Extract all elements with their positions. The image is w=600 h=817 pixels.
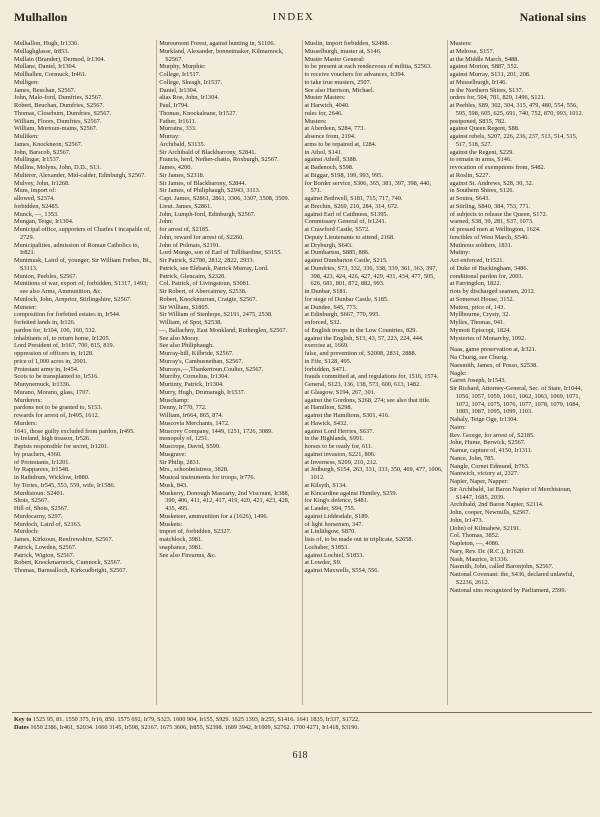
index-entry: Munck, —, 1353. <box>14 210 59 218</box>
index-entry: at Biggar, S198, 199, 993, 995. <box>304 171 383 179</box>
index-entry: John, Hume, Berwick, S2567. <box>449 439 526 447</box>
index-entry: at Linlithgow, S870. <box>304 528 356 536</box>
key-to-dates <box>14 716 590 732</box>
index-entry: by Rapparees, Ir1548. <box>14 466 70 474</box>
index-entry: in Dunbar, S181. <box>304 288 348 295</box>
index-entry: William, Mortoun-mains, S2567. <box>14 125 98 133</box>
index-entry: See also Firearms, &c. <box>159 551 217 559</box>
index-entry: Mulligen: <box>14 78 39 86</box>
index-entry: See also Philiphaugh. <box>159 342 214 350</box>
index-entry: of pressed men at Wellington, 1624. <box>449 226 541 233</box>
index-entry: Munloch, John, Arnprior, Stirlingshire, S2567. <box>14 295 132 303</box>
index-entry: at Musselburgh, Ir146. <box>449 78 507 86</box>
index-entry: Father, Ir1611. <box>159 117 197 125</box>
index-entry: by Tories, Ir545, 553, 559, wife, Ir1586. <box>14 481 116 489</box>
index-entry: Murano, Morano, glass, 1707. <box>14 388 91 396</box>
index-entry: Rev. George, for arrest of, S2185. <box>449 431 535 439</box>
index-entry: Nash, Maurice, Ir1336. <box>449 555 509 563</box>
index-entry: Muster Masters: <box>304 94 346 102</box>
index-entry: pardon for, Ir104, 106, 160, 532. <box>14 326 97 334</box>
index-entry: Lieut. James, S2861. <box>159 202 212 210</box>
index-entry: enforced, S32. <box>304 319 342 326</box>
index-entry: Commissary General of, Ir1241. <box>304 218 387 226</box>
index-entry: Sir Philip, 2831. <box>159 458 201 466</box>
index-entry: Patrick, Wigton, S2567. <box>14 551 75 559</box>
index-entry: at Farringdon, 1822. <box>449 280 502 288</box>
index-entry: against the Hamiltons, S301, 416. <box>304 412 390 419</box>
index-entry: price of 1,000 acres in, 2001. <box>14 357 88 365</box>
index-entry: Mymott Episcopi, 1824. <box>449 326 511 334</box>
index-entry: conditional pardon for, 2003. <box>449 272 524 280</box>
index-entry: Archibald, S3135. <box>159 140 206 148</box>
index-entry: Nangle, Cornet Edmund, Ir763. <box>449 462 530 470</box>
index-entry: oppression of officers in, Ir128. <box>14 350 94 357</box>
index-entry: against Lord Herries, S637. <box>304 427 374 435</box>
index-entry: against the Regent, S229. <box>449 148 514 156</box>
index-entry: Muscovy Company, 1449, 1251, 1726, 3089. <box>159 427 273 435</box>
index-entry: Muster Master General: <box>304 55 365 63</box>
index-entry: (John) of Kilmahew, S2191. <box>449 524 521 532</box>
index-entry: Municipalities, admission of Roman Catholics to, Ir821. <box>14 241 140 257</box>
index-entry: Daniel, Ir1304. <box>159 86 198 94</box>
index-entry: forbidden, S2485. <box>14 202 60 210</box>
index-entry: composition for forfeited estates in, Ir544. <box>14 311 121 319</box>
index-entry: Naas, game preservation at, Ir321. <box>449 346 537 354</box>
index-entry: at Badenoch, S598. <box>304 164 354 171</box>
index-entry: Munster: <box>14 303 37 311</box>
index-entry: for Border service, S306, 365, 381, 397, 398, 440, 571. <box>304 179 431 195</box>
index-entry: Munimusk, Laird of, younger, Sir William Forbes, Bt., S3113. <box>14 257 152 272</box>
index-entry: for arrest of, S2185. <box>159 226 210 233</box>
index-entry: Murphy, Murphie: <box>159 63 206 71</box>
index-entry: to take true musters, 2507. <box>304 78 372 86</box>
index-entry: to receive vouchers for advances, Ir394. <box>304 71 406 78</box>
index-entry: Muscovia Merchants, 1472. <box>159 419 230 427</box>
index-entry: Myllbourne, Crysty, 32. <box>449 311 511 319</box>
index-entry: Muskets: <box>159 520 183 528</box>
index-entry: riots by discharged seamen, 2012. <box>449 288 536 295</box>
index-entry: Munion, Peebles, S2567. <box>14 272 78 280</box>
index-entry: John, reward for arrest of, S2260. <box>159 233 244 241</box>
index-entry: against the English, S13, 43, 57, 223, 224, 444. <box>304 334 424 342</box>
index-entry: allowed, S2374. <box>14 195 55 202</box>
index-entry: Nance, John, 785. <box>449 454 496 462</box>
index-entry: against Bothwell, S181, 715, 717, 740. <box>304 195 403 202</box>
index-entry: Nairn: <box>449 423 466 431</box>
index-entry: at Glasgow, S194, 267, 301. <box>304 388 376 396</box>
footer-rule <box>12 712 592 713</box>
index-entry: at Edinburgh, S667, 770, 995. <box>304 311 380 319</box>
index-entry: See also Harrison, Michael. <box>304 86 375 94</box>
index-entry: at the Middle March, S488. <box>449 55 520 63</box>
index-entry: Mylles, Thomas, 941. <box>449 319 505 326</box>
index-entry: James, 4200. <box>159 164 192 171</box>
index-entry: against the Gordons, S268, 274; see also that title. <box>304 396 431 404</box>
index-entry: Mullaghglasse, Ir853. <box>14 47 70 55</box>
index-entry: Murrains, 333. <box>159 125 197 133</box>
index-entry: Francis, herd, Nether-chatto, Roxburgh, S2567. <box>159 156 279 164</box>
index-entry: Nantwich, victory at, 2327. <box>449 470 519 478</box>
index-entry: Naesmith, James, of Posso, S2538. <box>449 361 538 369</box>
index-entry: horses to be ready for, 611. <box>304 443 373 450</box>
index-entry: James, Beuchan, S2567. <box>14 86 76 94</box>
index-entry: Garret Joseph, Ir1543. <box>449 377 507 385</box>
key-label: Dates <box>14 724 29 732</box>
index-entry: in Southern Shires, S126. <box>449 187 514 195</box>
index-entry: against Earl of Caithness, S1395. <box>304 210 389 218</box>
index-entry: against Liddesdale, S189. <box>304 512 370 520</box>
index-entry: Murdoch: <box>14 528 39 536</box>
index-entry: postponed, S835, 782. <box>449 117 506 125</box>
index-entry: for siege of Dunbar Castle, S185. <box>304 295 389 303</box>
index-entry: at Peebles, S89, 302, 304, 315, 479, 480, 554, 556, 595, 598, 605, 625, 691, 740, 752, 870, 993, 1012. <box>449 102 584 117</box>
index-entry: Lord Mungo, son of Earl of Tullibardine, S3155. <box>159 249 283 257</box>
index-entry: at Roslin, S227. <box>449 171 490 179</box>
index-entry: Hill of, Shots, S2567. <box>14 505 69 512</box>
index-entry: against rebels, S207, 226, 236, 237, 513, 514, 515, 517, 518, 527. <box>449 133 578 148</box>
index-entry: Mullane, Daniel, Ir1304. <box>14 63 77 71</box>
index-entry: import of, forbidden, S2327. <box>159 528 232 536</box>
index-entry: for King's defence, S481. <box>304 497 369 505</box>
index-entry: in Fife, S128, 495. <box>304 357 352 365</box>
index-entry: at Kincardine against Huntley, S259. <box>304 489 398 497</box>
index-entry: against invasion, S221, 806. <box>304 450 376 458</box>
index-columns <box>12 40 592 705</box>
index-entry: Mulhallon, Hugh, Ir1336. <box>14 40 79 47</box>
index-entry: Munitions of war, export of, forbidden, S1317, 1493; see also Arms, Ammunition, &c. <box>14 280 148 295</box>
index-entry: Act enforced, Ir1521. <box>449 257 504 264</box>
index-column-4 <box>448 40 592 705</box>
index-entry: rewards for arrest of, Ir495, 1612. <box>14 412 100 419</box>
index-entry: William, of Spot, S2538. <box>159 319 222 326</box>
index-entry: Sir James, of Blackbarony, S2844. <box>159 179 247 187</box>
index-entry: Multerer, Alexander, Mid-calder, Edinburgh, S2567. <box>14 171 146 179</box>
index-entry: See also Moray. <box>159 334 200 342</box>
index-entry: at Crawford Castle, S572. <box>304 226 370 233</box>
index-entry: Mrs., schoolmistress, 3828. <box>159 466 229 474</box>
index-entry: John, Malo-ford, Dumfries, S2567. <box>14 94 103 102</box>
index-entry: exercise at, 1669. <box>304 342 349 350</box>
index-entry: Lord President of, Ir167, 700, 815, 819. <box>14 342 115 350</box>
header-left-catchword: Mulhallon <box>14 9 68 24</box>
index-entry: Mullingar, Ir1537. <box>14 156 61 164</box>
index-entry: General, S123, 136, 138, 573, 600, 613, 1482. <box>304 381 421 388</box>
index-entry: Mullain (Brander), Dermod, Ir1304. <box>14 55 106 63</box>
index-entry: National sins recognized by Parliament, 2599. <box>449 586 567 594</box>
index-entry: in Athol, S141. <box>304 148 343 156</box>
index-entry: at Dumfries, S73, 332, 336, 338, 339, 361, 363, 397, 398, 423, 424, 426, 427, 429, 431, 434, 477, 505, 626, 681, 801, 872, 882, 993. <box>304 264 438 288</box>
index-entry: false, and prevention of, S2008, 2831, 2888. <box>304 350 417 357</box>
index-entry: Murray: <box>159 133 180 140</box>
index-entry: Mungan, Teige, Ir1304. <box>14 218 74 226</box>
index-column-1 <box>12 40 157 705</box>
index-entry: warned, S38, 39, 281, S37, 1073. <box>449 218 534 226</box>
index-entry: frauds committed at, and regulations for, 1516, 1574. <box>304 373 439 381</box>
index-column-3 <box>303 40 448 705</box>
index-entry: of light horsemen, 347. <box>304 520 364 528</box>
index-entry: Mulvey, John, Ir1268. <box>14 179 70 187</box>
index-entry: James, Knockneon, S2567. <box>14 140 83 148</box>
index-entry: Municipal office, supporters of Charles I incapable of, 2729. <box>14 226 151 241</box>
index-entry: Sir Richard, Attorney-General, Sec. of State, Ir1044, 1056, 1057, 1059, 1061, 1062, 1063, 1069, 1071, 1072, 1074, 1075, 1076, 1077, 1078, 1079, 1084, 1085, 1087, 1095, 1099, 1103. <box>449 385 583 416</box>
index-entry: Sir Patrick, S2780, 2812, 2822, 2933. <box>159 257 255 264</box>
index-entry: John, Barscob, S2567. <box>14 148 71 156</box>
index-entry: Sir Robert, of Abercairney, S2538. <box>159 288 247 295</box>
index-entry: John of Polmais, S2191. <box>159 241 221 249</box>
index-entry: Muslin, import forbidden, S2498. <box>304 40 390 47</box>
index-entry: at Kilsyth, S134. <box>304 481 347 489</box>
key-line-1 <box>14 716 590 724</box>
index-entry: Sir Archibald of Blackbarrony, S2841. <box>159 148 257 156</box>
index-entry: Murdocarny, S297. <box>14 512 63 520</box>
index-entry: Sir Archibald, 1st Baron Napier of Merchistoun, S1447, 1685, 2039. <box>449 485 572 501</box>
index-entry: Sir James, S2318. <box>159 171 205 179</box>
index-entry: monopoly of, 1251. <box>159 435 209 443</box>
index-entry: Patrick, see Elebank, Patrick Murray, Lord. <box>159 264 269 272</box>
index-entry: Musgrave: <box>159 450 187 458</box>
index-entry: Denny, Ir770, 772. <box>159 404 207 412</box>
index-entry: Napleton, —, 4086. <box>449 540 500 547</box>
index-entry: John: <box>159 218 173 226</box>
index-entry: Lochaber, S1853. <box>304 543 349 551</box>
index-entry: orders for, 504, 781, 829, 1496, S121. <box>449 94 546 102</box>
index-entry: Protestant army in, Ir454. <box>14 365 79 373</box>
index-entry: absence from, 2194. <box>304 133 356 140</box>
index-entry: by poachers, 4360. <box>14 450 62 458</box>
index-entry: Munynemuck, Ir1336. <box>14 381 71 388</box>
index-entry: Sir James, of Philiphaugh, S2943, 3113. <box>159 187 261 195</box>
index-entry: at Brechin, S269, 210, 284, 314, 672. <box>304 202 399 210</box>
index-entry: of subjects to release the Queen, S172. <box>449 210 548 218</box>
index-entry: Scots to be transplanted to, Ir516. <box>14 373 99 381</box>
header-right-catchword: National sins <box>519 9 586 24</box>
index-entry: Robert, Beuchan, Dumfries, S2567. <box>14 102 105 109</box>
header-title: INDEX <box>272 11 315 23</box>
index-entry: in the Highlands, S991. <box>304 435 364 443</box>
index-entry: in the Northern Shires, S137. <box>449 86 524 94</box>
index-entry: Mullhallen, Cormuck, Ir461. <box>14 71 87 78</box>
index-entry: at Harwich, 4040. <box>304 102 350 109</box>
index-entry: revocation of exemptions from, S482. <box>449 164 546 171</box>
index-entry: Mureumont Forest, against hunting in, S1106. <box>159 40 276 47</box>
index-entry: Murray-hill, Kilbride, S2567. <box>159 350 234 357</box>
index-entry: Murkland, Alexander, bonnetmaker, Kilmarnock, S2567. <box>159 47 284 63</box>
index-entry: at Hawick, S432. <box>304 419 348 427</box>
index-entry: at Aberdeen, S284, 773. <box>304 125 366 133</box>
index-entry: Patrick, Glencairn, S2320. <box>159 272 226 280</box>
index-entry: in Ireland, high treason, Ir526. <box>14 435 91 443</box>
page-header <box>14 6 586 28</box>
index-entry: Mulliken: <box>14 133 39 140</box>
index-entry: at Dundee, S45, 773. <box>304 303 358 311</box>
index-entry: rules for, 2646. <box>304 109 343 117</box>
index-entry: against Atholl, S388. <box>304 156 358 164</box>
key-line-2 <box>14 724 590 732</box>
index-entry: Sir William, S1805. <box>159 303 210 311</box>
index-entry: Napier, Naper, Napper: <box>449 478 509 485</box>
index-entry: at Hamilton, S298. <box>304 404 353 412</box>
index-entry: Musters: <box>449 40 472 47</box>
index-entry: Capt. James, S2861, 2861, 3306, 3307, 3508, 3509. <box>159 195 290 202</box>
index-entry: Nagle: <box>449 369 467 377</box>
index-entry: forbidden, S471. <box>304 365 347 373</box>
index-entry: in Rathdrum, Wicklow, Ir880. <box>14 474 90 481</box>
index-entry: fencibles of West March, S546. <box>449 233 529 241</box>
index-entry: at Jedburgh, S154, 263, 331, 333, 350, 469, 477, 1006, 1012. <box>304 466 443 481</box>
index-column-2 <box>157 40 302 705</box>
index-entry: Thomas, Closeburn, Dumfries, S2567. <box>14 109 112 117</box>
index-entry: Murdistoun: S2401. <box>14 489 65 497</box>
index-entry: College, Ir1517. <box>159 71 201 78</box>
index-entry: Murtinty, Patrick, Ir1304. <box>159 381 224 388</box>
index-entry: Papists responsible for secret, Ir1201. <box>14 443 109 450</box>
index-entry: Col. Patrick, of Livingstoun, S3081. <box>159 280 251 288</box>
index-entry: Deputy Lieutenants to attend, 2168. <box>304 233 395 241</box>
index-entry: William, Ir664, 865, 874. <box>159 412 224 419</box>
index-entry: Mullins, Molyns, John, D.D., S13. <box>14 164 101 171</box>
index-entry: John, cooper, Newmills, S2567. <box>449 509 531 516</box>
index-entry: Col. Thomas, 3852. <box>449 532 500 540</box>
index-entry: at Stirling, S840, 384, 753, 771. <box>449 202 531 210</box>
index-entry: Murrays,—,Thankertoun,Coulter, S2567. <box>159 365 264 373</box>
index-entry: at Dumbarton, S885, 886. <box>304 249 370 257</box>
index-entry: Musical instruments for troops, Ir776. <box>159 474 256 481</box>
index-entry: arms to be repaired at, 1284. <box>304 140 377 148</box>
index-entry: College, Skeagh, Ir1537. <box>159 78 223 86</box>
index-entry: against Dumbarton Castle, S215. <box>304 257 388 264</box>
index-entry: Nahaly, Teige Oge, Ir1304. <box>449 416 519 423</box>
index-entry: against St. Andrews, S28, 30, 32. <box>449 179 534 187</box>
index-entry: against Morton, S887, 552. <box>449 63 519 71</box>
index-entry: Musk, 843. <box>159 481 188 489</box>
index-entry: lists of, to be made out in triplicate, S2658. <box>304 536 414 543</box>
index-entry: Thomas, Knockaleane, Ir1527. <box>159 109 238 117</box>
index-entry: Namur, capture of, 4150, Ir1311. <box>449 447 533 454</box>
index-entry: James, Kirktoun, Renfrewshire, S2567. <box>14 536 114 543</box>
index-entry: Musselburgh, muster at, S146. <box>304 47 382 55</box>
index-entry: at Lowder, S9. <box>304 559 342 567</box>
index-entry: Robert, Knockmarnock, Cumnock, S2567. <box>14 559 122 567</box>
index-entry: Mum, import of: <box>14 187 57 195</box>
index-entry: against Lochiel, S1853. <box>304 551 364 559</box>
index-entry: Murderers: <box>14 396 42 404</box>
key-text: 1525 95, 81. 1550 375, Ir16, 850. 1575 692, Ir79, S323. 1600 904, Ir155, S929. 1625 1393, Ir255, S1416. 1641 1835, Ir337, S1722. <box>32 716 360 723</box>
index-entry: at Melrose, S157. <box>449 47 495 55</box>
index-entry: Nasmith, John, called Baronjohn, S2567. <box>449 563 554 571</box>
index-entry: at Somerset House, 3152. <box>449 295 515 303</box>
index-entry: Archibald, 2nd Baron Napier, S2114. <box>449 501 544 509</box>
index-entry: matchlock, 3981. <box>159 536 203 543</box>
index-entry: National Covenant: the, S436, declared unlawful, S2236, 2612. <box>449 571 575 586</box>
index-entry: —, Ballachny, East Monkland, Rutherglen, S2567. <box>159 326 288 334</box>
index-entry: of Duke of Buckingham, 3486. <box>449 264 529 272</box>
index-entry: pardons not to be granted to, S153. <box>14 404 103 412</box>
index-entry: Murders: <box>14 419 38 427</box>
index-entry: Mutton, price of, 143. <box>449 303 506 311</box>
page-number: 618 <box>292 750 308 761</box>
index-entry: Mutiny: <box>449 249 471 257</box>
index-entry: Thomas, Barnsalloch, Kirkcudbright, S2567. <box>14 567 128 574</box>
index-entry: Mutinous soldiers, 1831. <box>449 241 513 249</box>
key-text: 1650 2386, Ir461, S2034. 1660 3145, Ir598, S2167. 1675 3606, Ir855, S2398. 1689 3942, Ir1009, S2762. 1700 4271, Ir1418, S3190. <box>30 724 359 732</box>
index-entry: to remain in arms, S146. <box>449 156 512 164</box>
index-entry: Shots, S2567. <box>14 497 49 505</box>
index-entry: of Protestants, Ir1201. <box>14 458 70 466</box>
index-entry: inhabitants of, to return home, Ir1205. <box>14 334 111 342</box>
key-label: Key to <box>14 716 32 723</box>
index-entry: Paul, Ir794. <box>159 102 189 109</box>
index-entry: Muskerry, Donough Mascarty, 2nd Viscount, Ir388, 390, 406, 411, 412, 417, 419, 420, 421, 423, 428, 435, 495. <box>159 489 290 512</box>
index-entry: to be present at each rendezvous of militia, S2563. <box>304 63 432 71</box>
index-entry: Sir William of Stenhope, S2191, 2475, 2538. <box>159 311 273 319</box>
index-entry: Musters: <box>304 117 327 125</box>
index-entry: Murray's, Cambusnethan, S2567. <box>159 357 244 365</box>
index-entry: snaphance, 3981. <box>159 543 203 551</box>
index-entry: Musketeer, ammunition for a (1626), 1496. <box>159 512 269 520</box>
index-entry: at Lauder, S94, 755. <box>304 505 356 512</box>
index-entry: William, Floors, Dumfries, S2567. <box>14 117 102 125</box>
index-entry: 1641, those guilty excluded from pardon, Ir495. <box>14 427 135 435</box>
index-entry: of English troops in the Low Countries, 829. <box>304 326 417 334</box>
index-entry: John, Ir1473. <box>449 516 484 524</box>
index-entry: Murdoch, Laird of, S2163. <box>14 520 82 528</box>
index-entry: at Inverness, S209, 210, 212. <box>304 458 378 466</box>
index-entry: against Maxwells, S554, 556. <box>304 567 380 574</box>
index-entry: at Dryburgh, S643. <box>304 241 353 249</box>
index-entry: Muschamp: <box>159 396 189 404</box>
index-entry: Patrick, Lowden, S2567. <box>14 543 77 551</box>
index-entry: forfeited lands in, Ir126. <box>14 319 76 326</box>
index-entry: Murry, Hugh, Drumaragh, Ir1537. <box>159 388 246 396</box>
index-entry: Robert, Knockmurran, Craigie, S2567. <box>159 295 258 303</box>
index-entry: Na Churig, see Churig. <box>449 354 508 361</box>
index-entry: Nary, Rev. Dr. (R.C.), Ir1620. <box>449 547 525 555</box>
index-entry: Mysteries of Monarchy, 1092. <box>449 334 526 342</box>
index-entry: against Queen Regent, S88. <box>449 125 520 133</box>
index-entry: at Soutra, S643. <box>449 195 490 202</box>
index-entry: Muscrope, David, S599. <box>159 443 221 450</box>
index-entry: John, Lumph-ford, Edinburgh, S2567. <box>159 210 256 218</box>
index-entry: against Murray, S131, 201, 208. <box>449 71 531 78</box>
index-entry: alias Roe, John, Ir1304. <box>159 94 220 102</box>
index-entry: Murriby, Cornelius, Ir1304. <box>159 373 229 381</box>
